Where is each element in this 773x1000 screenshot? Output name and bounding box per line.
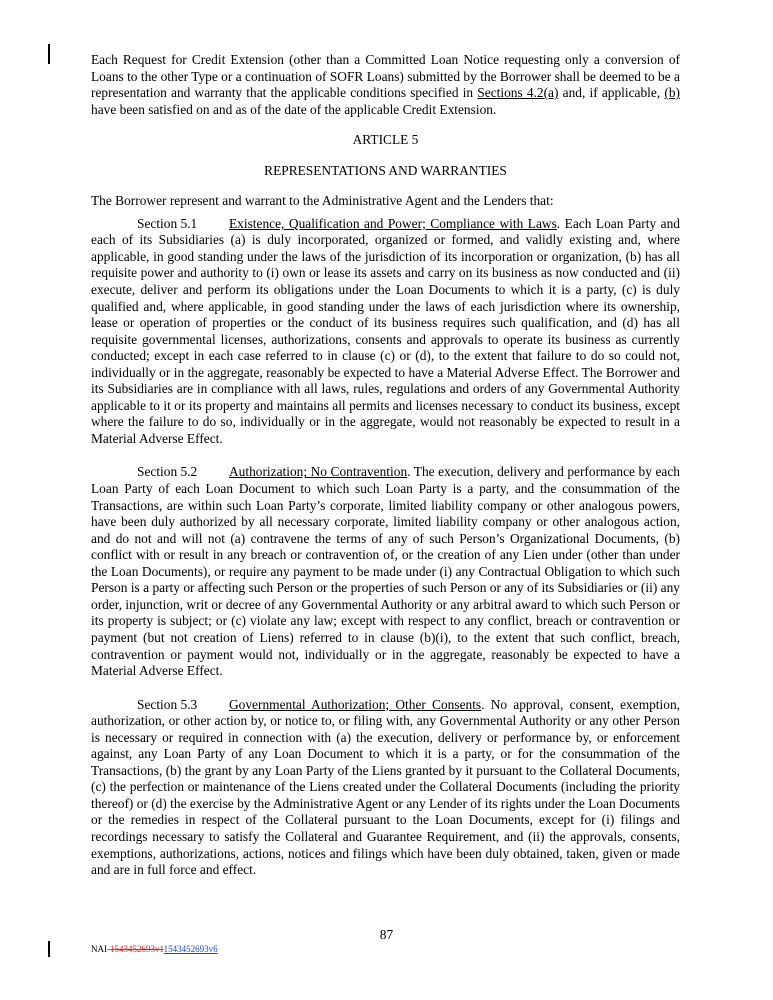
section-reference: Sections 4.2(a) <box>477 85 559 101</box>
document-id <box>91 944 218 954</box>
deleted-doc-id: 1543452693v1 <box>110 944 164 954</box>
change-bar-bottom <box>48 941 50 957</box>
section-label: Section 5.3 <box>137 696 198 712</box>
section-5-3 <box>91 697 680 879</box>
intro-paragraph: Each Request for Credit Extension (other than a Committed Loan Notice requesting only a conversion of Loans to the other Type or a continuation of SOFR Loans) submitted by the Borrower shall be deemed to be a representation and warranty that the applicable conditions specified in Sections 4.2(a) and, if applicable, (b) have been satisfied on and as of the date of the applicable Credit Extension. <box>91 52 680 117</box>
document-body <box>91 52 680 879</box>
section-5-2 <box>91 464 680 679</box>
inserted-doc-id: 1543452693v6 <box>163 944 218 954</box>
section-heading: Authorization; No Contravention <box>229 464 408 480</box>
article-title: REPRESENTATIONS AND WARRANTIES <box>264 162 507 178</box>
section-5-1 <box>91 216 680 448</box>
section-text: . The execution, delivery and performance by each Loan Party of each Loan Document to which such Loan Party is a party, and the consummation of the Transactions, are within such Loan Party’s corporate, limited liability company or other analogous powers, have been duly authorized by all necessary corporate, limited liability company or other analogous action, and do not and will not (a) contravene the terms of any of such Person’s Organizational Documents, (b) conflict with or result in any breach or contravention of, or the creation of any Lien under (other than under the Loan Documents), or require any payment to be made under (i) any Contractual Obligation to which such Person is a party or affecting such Person or the properties of such Person or any of its Subsidiaries or (ii) any order, injunction, writ or decree of any Governmental Authority or any arbitral award to which such Person or its property is subject; or (c) violate any law; except with respect to any conflict, breach or contravention or payment (but not creation of Liens) referred to in clause (b)(i), to the extent that such conflict, breach, contravention or payment would not, individually or in the aggregate, reasonably be expected to have a Material Adverse Effect. <box>91 464 680 679</box>
preamble: The Borrower represent and warrant to the Administrative Agent and the Lenders that: <box>91 193 554 209</box>
section-reference: (b) <box>664 85 680 101</box>
article-number: ARTICLE 5 <box>352 132 419 148</box>
page-number: 87 <box>379 927 394 942</box>
section-heading: Governmental Authorization; Other Consents <box>229 696 482 712</box>
section-text: . No approval, consent, exemption, authorization, or other action by, or notice to, or filing with, any Governmental Authority or any other Person is necessary or required in connection with (a) the execution, delivery or performance by, or enforcement against, any Loan Party of any Loan Document to which it is a party, or for the consummation of the Transactions, (b) the grant by any Loan Party of the Liens granted by it pursuant to the Collateral Documents, (c) the perfection or maintenance of the Liens created under the Collateral Documents (including the priority thereof) or (d) the exercise by the Administrative Agent or any Lender of its rights under the Loan Documents or the remedies in respect of the Collateral pursuant to the Loan Documents, except for (i) filings and recordings necessary to satisfy the Collateral and Guarantee Requirement, and (ii) the approvals, consents, exemptions, authorizations, actions, notices and filings which have been duly obtained, taken, given or made and are in full force and effect. <box>91 696 681 878</box>
doc-prefix: NAI- <box>91 944 110 954</box>
section-text: . Each Loan Party and each of its Subsidiaries (a) is duly incorporated, organized or formed, and validly existing and, where applicable, in good standing under the laws of the jurisdiction of its incorporation or organization, (b) has all requisite power and authority to (i) own or lease its assets and carry on its business as now conducted and (ii) execute, deliver and perform its obligations under the Loan Documents to which it is a party, (c) is duly qualified and, where applicable, in good standing under the laws of each jurisdiction where its ownership, lease or operation of properties or the conduct of its business requires such qualification, and (d) has all requisite governmental licenses, authorizations, consents and approvals to operate its business as currently conducted; except in each case referred to in clause (c) or (d), to the extent that failure to do so could not, individually or in the aggregate, reasonably be expected to have a Material Adverse Effect. The Borrower and its Subsidiaries are in compliance with all laws, rules, regulations and orders of any Governmental Authority applicable to it or its property and maintains all permits and licenses necessary to conduct its business, except where the failure to do so, individually or in the aggregate, would not reasonably be expected to result in a Material Adverse Effect. <box>91 215 680 446</box>
section-label: Section 5.1 <box>137 215 198 231</box>
section-heading: Existence, Qualification and Power; Compliance with Laws <box>229 215 557 231</box>
change-bar-top <box>48 44 50 64</box>
section-label: Section 5.2 <box>137 464 198 480</box>
